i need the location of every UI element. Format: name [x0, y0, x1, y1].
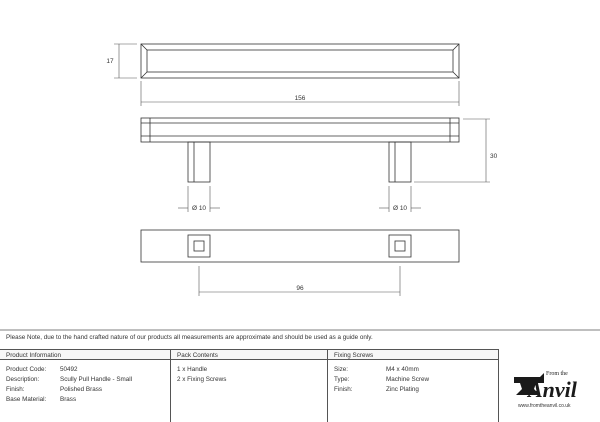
fixing-screws-header: Fixing Screws	[328, 349, 498, 360]
finish-label: Finish:	[6, 386, 25, 393]
description-label: Description:	[6, 376, 40, 383]
dim-length-label: 156	[294, 95, 306, 102]
dim-height-top	[114, 44, 137, 78]
screw-size-value: M4 x 40mm	[386, 366, 419, 373]
side-view	[141, 118, 459, 182]
pack-item: 2 x Fixing Screws	[177, 376, 227, 383]
dim-height-top-label: 17	[106, 58, 114, 65]
disclaimer-note: Please Note, due to the hand crafted nature of our products all measurements are approximate and should be used as a guide only.	[6, 334, 373, 341]
product-code-label: Product Code:	[6, 366, 47, 373]
column-divider-2	[327, 349, 328, 422]
product-code-value: 50492	[60, 366, 78, 373]
base-material-label: Base Material:	[6, 396, 47, 403]
screw-type-label: Type:	[334, 376, 350, 383]
column-divider-1	[170, 349, 171, 422]
screw-finish-label: Finish:	[334, 386, 353, 393]
finish-value: Polished Brass	[60, 386, 102, 393]
dim-diameter-right-label: Ø 10	[392, 205, 408, 212]
logo-tagline: From the	[546, 371, 568, 377]
base-material-value: Brass	[60, 396, 77, 403]
dim-diameter-left-label: Ø 10	[191, 205, 207, 212]
dim-height-side	[414, 119, 490, 182]
logo-name: Anvil	[528, 377, 577, 402]
logo-url: www.fromtheanvil.co.uk	[518, 403, 571, 409]
dim-centres-label: 96	[296, 285, 304, 292]
column-divider-3	[498, 349, 499, 422]
description-value: Scully Pull Handle - Small	[60, 376, 133, 383]
screw-type-value: Machine Screw	[386, 376, 430, 383]
pack-contents-header: Pack Contents	[171, 349, 327, 360]
dim-height-side-label: 30	[490, 153, 498, 160]
bottom-view	[141, 230, 459, 262]
dim-length	[141, 81, 459, 106]
screw-finish-value: Zinc Plating	[386, 386, 419, 393]
screw-size-label: Size:	[334, 366, 348, 373]
anvil-logo	[506, 363, 596, 421]
top-view	[141, 44, 459, 78]
pack-item: 1 x Handle	[177, 366, 208, 373]
product-info-header: Product Information	[0, 349, 170, 360]
